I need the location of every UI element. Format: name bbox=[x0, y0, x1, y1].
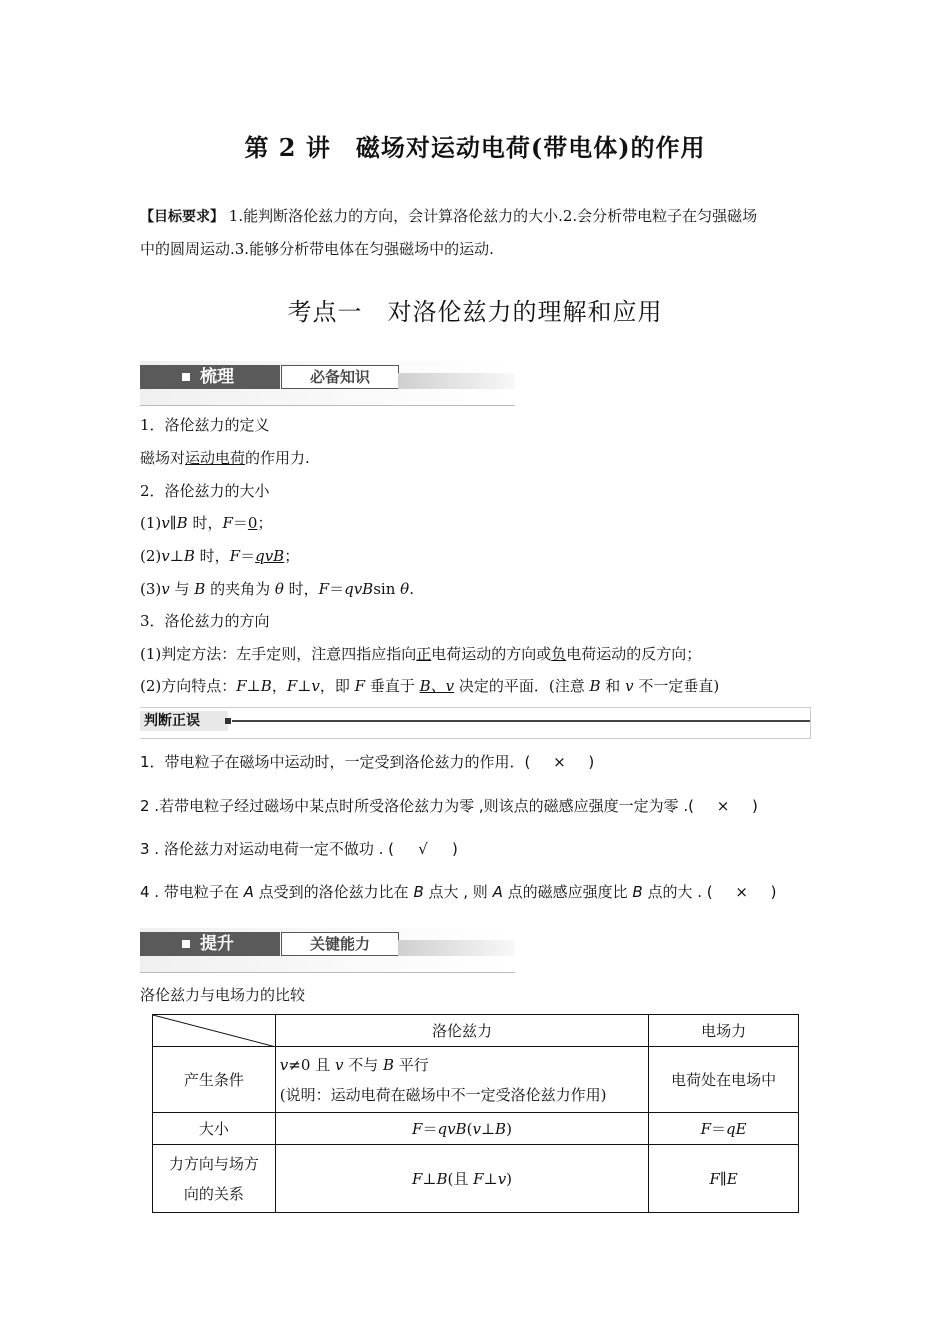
d2-v: v bbox=[311, 677, 320, 695]
d1-mid: 电荷运动的方向或 bbox=[431, 645, 552, 663]
judge-item-text: 4 . 带电粒子在 bbox=[140, 883, 244, 901]
f-eq: ＝ bbox=[422, 1119, 438, 1138]
judge-end: ) bbox=[752, 797, 758, 815]
cond-parallel: 平行 bbox=[394, 1055, 429, 1074]
square-icon bbox=[182, 940, 190, 948]
table-cell bbox=[275, 1145, 648, 1213]
c3-pre: (3) bbox=[140, 580, 162, 598]
tag-bar-light bbox=[281, 932, 399, 956]
d2-v-2: v bbox=[625, 677, 634, 695]
table-row-label bbox=[153, 1145, 276, 1213]
d2-F-2: F bbox=[286, 677, 298, 695]
judge-rule bbox=[232, 720, 810, 722]
c2-end: ； bbox=[284, 547, 300, 565]
knowledge-case-3 bbox=[140, 579, 820, 599]
c1-v: v bbox=[161, 514, 170, 532]
judge-bar bbox=[140, 707, 811, 739]
c3-and: 与 bbox=[169, 580, 195, 598]
condition-line-2: (说明：运动电荷在磁场中不一定受洛伦兹力作用) bbox=[279, 1085, 607, 1104]
c3-sin: sin bbox=[373, 580, 401, 598]
cond-v-2: v bbox=[334, 1055, 344, 1074]
table-cell bbox=[275, 1047, 648, 1113]
c2-F: F bbox=[229, 547, 241, 565]
goals-line-2: 中的圆周运动.3.能够分析带电体在匀强磁场中的运动. bbox=[140, 240, 494, 258]
d2-B: B bbox=[260, 677, 272, 695]
e-eq: ＝ bbox=[711, 1119, 727, 1138]
tag-bar-dark-label: 提升 bbox=[200, 934, 234, 954]
cond-B: B bbox=[382, 1055, 394, 1074]
c2-pre: (2) bbox=[140, 547, 162, 565]
knowledge-case-1 bbox=[140, 513, 820, 533]
goals-block bbox=[140, 200, 820, 266]
table-row bbox=[153, 1047, 799, 1113]
judge-point-A: A bbox=[243, 883, 254, 901]
judge-end: ) bbox=[588, 753, 595, 771]
table-header-lorentz: 洛伦兹力 bbox=[275, 1015, 648, 1047]
d2-and: 和 bbox=[600, 677, 626, 695]
d2-B-2: B bbox=[589, 677, 601, 695]
d2-perp-2: ⊥ bbox=[297, 677, 312, 695]
ed-F: F bbox=[709, 1169, 720, 1188]
knowledge-h2: 2．洛伦兹力的大小 bbox=[140, 482, 270, 500]
tag-bar-knowledge bbox=[140, 361, 515, 405]
tag-bar-ability bbox=[140, 928, 515, 972]
d2-perp: ⊥ bbox=[246, 677, 261, 695]
c1-answer: 0 bbox=[247, 514, 258, 532]
c3-B: B bbox=[194, 580, 206, 598]
d2-ie: ，即 bbox=[319, 677, 355, 695]
d2-F-3: F bbox=[354, 677, 366, 695]
c1-when: 时， bbox=[187, 514, 223, 532]
f-B: B bbox=[495, 1119, 507, 1138]
judge-point-B: B bbox=[413, 883, 424, 901]
knowledge-def bbox=[140, 448, 820, 468]
c2-answer: qvB bbox=[255, 547, 285, 565]
d1-positive: 正 bbox=[416, 645, 432, 663]
judge-item-text: 1．带电粒子在磁场中运动时，一定受到洛伦兹力的作用．( bbox=[140, 753, 531, 771]
table-row bbox=[153, 1145, 799, 1213]
def-post: 的作用力. bbox=[245, 449, 310, 467]
table-corner-cell bbox=[153, 1015, 276, 1047]
goals-text-1: 1.能判断洛伦兹力的方向，会计算洛伦兹力的大小.2.会分析带电粒子在匀强磁场 bbox=[228, 207, 758, 225]
f-v: v bbox=[472, 1119, 481, 1138]
table-row-label: 产生条件 bbox=[153, 1047, 276, 1113]
e-qE: qE bbox=[726, 1119, 747, 1138]
row3-label-line-2: 向的关系 bbox=[183, 1184, 244, 1203]
tag-bar-dark bbox=[140, 365, 280, 389]
d-v: v bbox=[497, 1169, 507, 1188]
c3-eq: ＝ bbox=[329, 580, 345, 598]
d2-answer: B、v bbox=[419, 677, 455, 695]
table-cell bbox=[649, 1113, 799, 1145]
judge-end: ) bbox=[452, 840, 458, 858]
knowledge-dir-2 bbox=[140, 676, 820, 696]
judge-answer: × bbox=[553, 753, 566, 771]
square-icon bbox=[182, 373, 190, 381]
f-perp: ⊥ bbox=[480, 1119, 496, 1138]
diagonal-line bbox=[153, 1015, 276, 1047]
judge-point-B: B bbox=[632, 883, 643, 901]
d2-pre: (2)方向特点： bbox=[140, 677, 237, 695]
goals-line-1 bbox=[140, 200, 820, 233]
judge-item-text: 2 .若带电粒子经过磁场中某点时所受洛伦兹力为零 ,则该点的磁感应强度一定为零 .( bbox=[140, 797, 695, 815]
judge-end: ) bbox=[770, 883, 777, 901]
d2-perp-to: 垂直于 bbox=[365, 677, 420, 695]
d-F-2: F bbox=[473, 1169, 484, 1188]
tag-bar-dark bbox=[140, 932, 280, 956]
def-underline: 运动电荷 bbox=[185, 449, 246, 467]
c3-qvB: qvB bbox=[344, 580, 374, 598]
d1-post: 电荷运动的反方向； bbox=[566, 645, 702, 663]
table-header-electric: 电场力 bbox=[649, 1015, 799, 1047]
c2-B: B bbox=[183, 547, 195, 565]
square-icon bbox=[225, 718, 231, 724]
c3-v: v bbox=[161, 580, 170, 598]
goals-tag: 【目标要求】 bbox=[140, 209, 224, 225]
table-row bbox=[153, 1113, 799, 1145]
c3-theta-2: θ bbox=[400, 580, 410, 598]
judge-item-4 bbox=[140, 881, 820, 903]
judge-item-text: 点大 , 则 bbox=[423, 883, 493, 901]
judge-item-text: 点的磁感应强度比 bbox=[502, 883, 633, 901]
d2-note: 决定的平面．(注意 bbox=[454, 677, 590, 695]
c2-when: 时， bbox=[194, 547, 230, 565]
judge-point-A: A bbox=[492, 883, 503, 901]
ed-parallel: ∥ bbox=[719, 1169, 727, 1188]
judge-item-text: 点的大 . ( bbox=[642, 883, 713, 901]
c2-eq: ＝ bbox=[240, 547, 256, 565]
condition-line-1 bbox=[280, 1050, 644, 1080]
tag-bar-light bbox=[281, 365, 399, 389]
tag-bar-light-label: 关键能力 bbox=[309, 935, 370, 953]
d-perp-2: ⊥ bbox=[483, 1169, 498, 1188]
knowledge-h3: 3．洛伦兹力的方向 bbox=[140, 612, 270, 630]
compare-table bbox=[152, 1014, 799, 1213]
c1-end: ； bbox=[257, 514, 273, 532]
c1-pre: (1) bbox=[140, 514, 162, 532]
section-title: 考点一 对洛伦兹力的理解和应用 bbox=[287, 298, 663, 326]
judge-item-1 bbox=[140, 751, 820, 773]
knowledge-h1: 1．洛伦兹力的定义 bbox=[140, 416, 270, 434]
judge-answer: √ bbox=[418, 840, 428, 858]
f-open: ( bbox=[466, 1119, 473, 1138]
judge-item-2 bbox=[140, 795, 820, 817]
knowledge-dir-1 bbox=[140, 644, 820, 664]
f-qvB: qvB bbox=[437, 1119, 467, 1138]
c3-end: . bbox=[409, 580, 414, 598]
cond-neq: ≠0 且 bbox=[288, 1055, 335, 1074]
c2-sym: ⊥ bbox=[169, 547, 184, 565]
judge-item-text: 点受到的洛伦兹力比在 bbox=[253, 883, 414, 901]
d2-end: 不一定垂直) bbox=[633, 677, 720, 695]
tag-bar-light-label: 必备知识 bbox=[309, 368, 370, 386]
tag-bar-stripe bbox=[398, 940, 515, 956]
d1-negative: 负 bbox=[551, 645, 567, 663]
table-cell: 电荷处在电场中 bbox=[649, 1047, 799, 1113]
judge-label: 判断正误 bbox=[140, 711, 228, 731]
f-close: ) bbox=[506, 1119, 512, 1138]
d-B: B bbox=[436, 1169, 448, 1188]
c3-theta: θ bbox=[274, 580, 284, 598]
c1-B: B bbox=[176, 514, 188, 532]
c1-sym: ∥ bbox=[169, 514, 177, 532]
c1-eq: ＝ bbox=[232, 514, 248, 532]
judge-answer: × bbox=[735, 883, 748, 901]
d-and: (且 bbox=[447, 1169, 474, 1188]
d-F: F bbox=[411, 1169, 423, 1188]
judge-item-text: 3 . 洛伦兹力对运动电荷一定不做功 . ( bbox=[140, 840, 395, 858]
d2-F: F bbox=[236, 677, 247, 695]
page-title: 第 2 讲 磁场对运动电荷(带电体)的作用 bbox=[244, 133, 706, 162]
c3-F: F bbox=[318, 580, 330, 598]
d-close: ) bbox=[506, 1169, 513, 1188]
e-F: F bbox=[700, 1119, 712, 1138]
table-cell bbox=[275, 1113, 648, 1145]
judge-answer: × bbox=[716, 797, 730, 815]
table-row-label: 大小 bbox=[153, 1113, 276, 1145]
cond-not: 不与 bbox=[343, 1055, 383, 1074]
table-row bbox=[153, 1015, 799, 1047]
d2-comma: ， bbox=[271, 677, 287, 695]
compare-heading: 洛伦兹力与电场力的比较 bbox=[140, 986, 306, 1004]
tag-bar-stripe bbox=[398, 373, 515, 389]
c2-v: v bbox=[161, 547, 170, 565]
d1-pre: (1)判定方法：左手定则，注意四指应指向 bbox=[140, 645, 417, 663]
table-cell bbox=[649, 1145, 799, 1213]
c1-F: F bbox=[222, 514, 233, 532]
tag-bar-dark-label: 梳理 bbox=[200, 367, 234, 387]
judge-item-3 bbox=[140, 838, 820, 860]
c3-when: 时， bbox=[283, 580, 319, 598]
cond-v: v bbox=[279, 1055, 289, 1074]
d-perp: ⊥ bbox=[422, 1169, 437, 1188]
c3-angle: 的夹角为 bbox=[205, 580, 275, 598]
ed-E: E bbox=[726, 1169, 738, 1188]
row3-label-line-1: 力方向与场方 bbox=[168, 1154, 259, 1173]
knowledge-case-2 bbox=[140, 546, 820, 566]
def-pre: 磁场对 bbox=[140, 449, 186, 467]
f-F: F bbox=[412, 1119, 423, 1138]
